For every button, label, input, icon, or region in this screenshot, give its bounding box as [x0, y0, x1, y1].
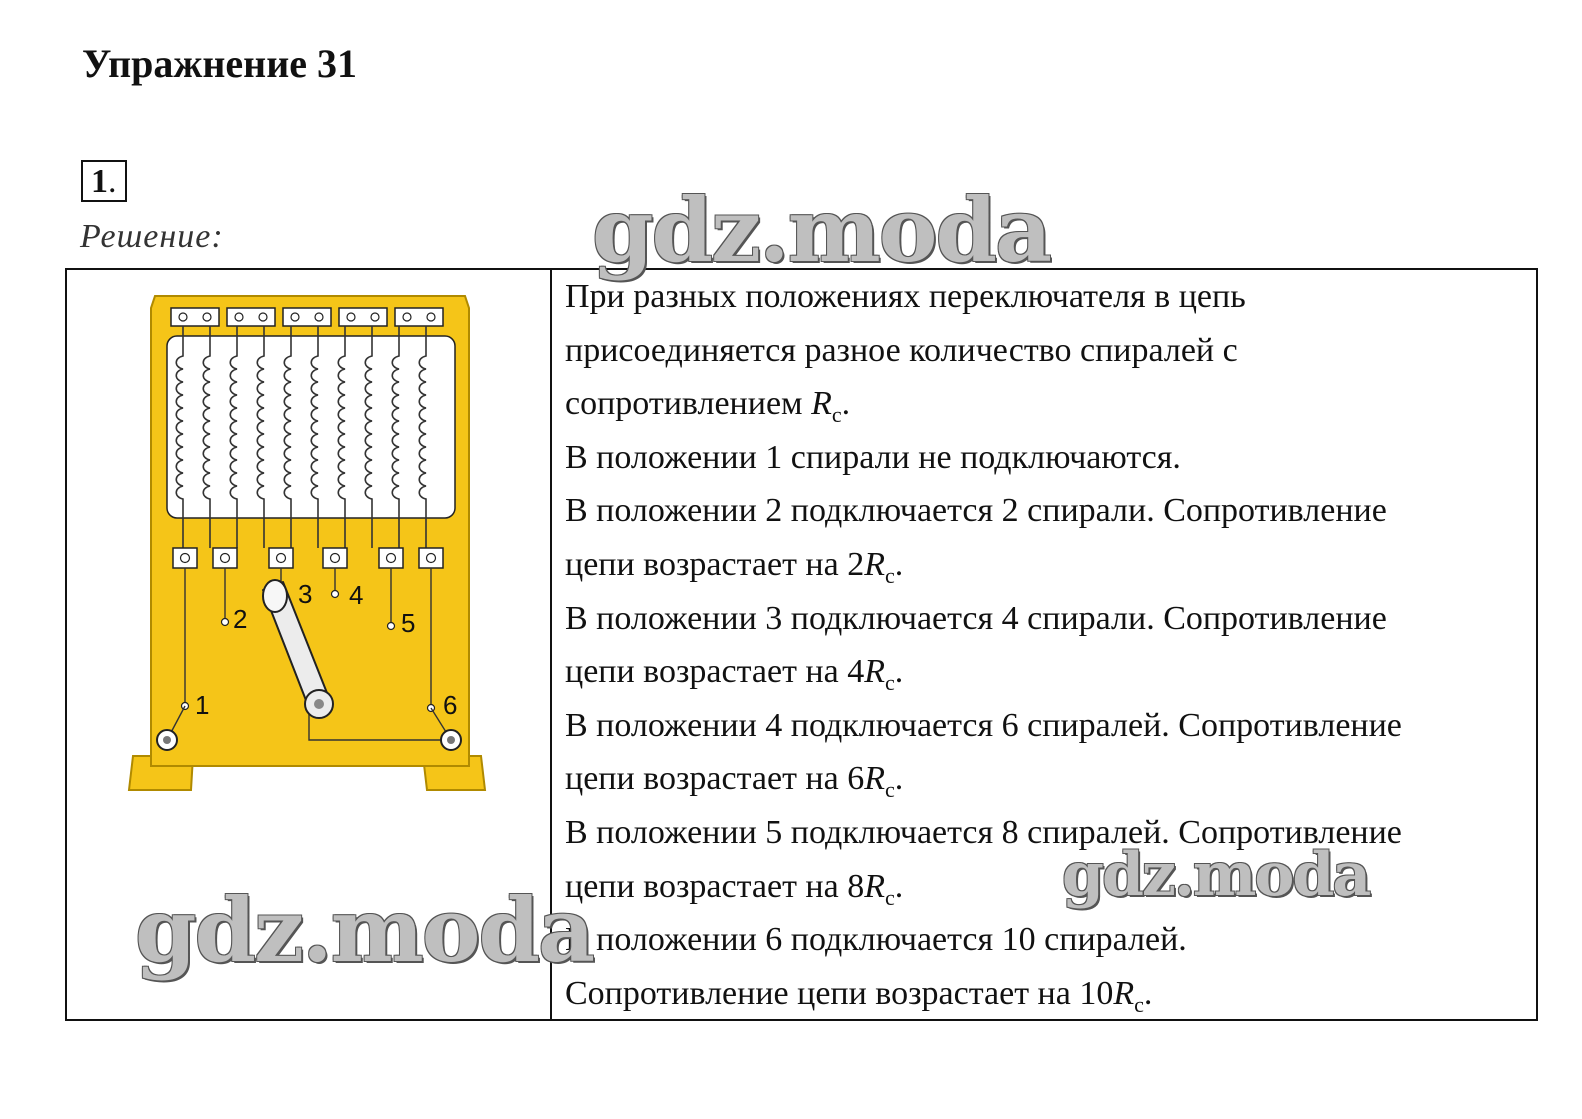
line-text: В положении 1 спирали не подключаются. — [565, 438, 1181, 476]
formula-subscript: c — [1134, 991, 1144, 1017]
terminal-screw — [259, 313, 267, 321]
solution-line — [565, 592, 1535, 646]
terminal-screw — [427, 554, 436, 563]
terminal-screw — [235, 313, 243, 321]
solution-line — [565, 860, 1535, 914]
position-label: 3 — [298, 579, 313, 609]
position-label: 1 — [195, 690, 210, 720]
formula-variable: R — [864, 545, 885, 583]
formula-coefficient: 10 — [1079, 974, 1114, 1012]
formula-coefficient: 8 — [847, 867, 865, 905]
line-text: В положении 5 подключается 8 спиралей. Сопротивление — [565, 813, 1402, 851]
top-terminal — [227, 308, 275, 326]
solution-line — [565, 806, 1535, 860]
line-text: цепи возрастает на — [565, 867, 848, 905]
terminal-screw — [371, 313, 379, 321]
line-punctuation: . — [894, 545, 904, 583]
line-text: В положении 3 подключается 4 спирали. Сопротивление — [565, 599, 1387, 637]
terminal-screw — [181, 554, 190, 563]
line-punctuation: . — [894, 653, 904, 691]
terminal-screw — [315, 313, 323, 321]
lever-handle — [263, 580, 287, 612]
page-title: Упражнение 31 — [82, 41, 358, 86]
position-label: 4 — [349, 580, 364, 610]
formula-subscript: c — [831, 402, 842, 428]
task-number-box — [81, 160, 127, 202]
rheostat-figure — [83, 278, 523, 818]
task-number-dot: . — [108, 163, 117, 200]
formula-variable: R — [864, 653, 885, 691]
top-terminal — [171, 308, 219, 326]
solution-line — [565, 645, 1535, 699]
line-text: При разных положениях переключателя в цепь — [565, 278, 1246, 315]
line-text: В положении 4 подключается 6 спиралей. Сопротивление — [565, 706, 1402, 744]
solution-line — [565, 484, 1535, 538]
task-number: 1 — [91, 163, 108, 200]
line-text: В положении 2 подключается 2 спирали. Сопротивление — [565, 492, 1387, 530]
formula-variable: R — [864, 867, 885, 905]
terminal-screw — [331, 554, 340, 563]
solution-line — [565, 377, 1535, 431]
line-text: Сопротивление цепи возрастает на — [565, 974, 1080, 1012]
terminal-screw — [221, 554, 230, 563]
contact-point — [388, 623, 395, 630]
formula-subscript: c — [885, 670, 895, 696]
solution-line — [565, 538, 1535, 592]
formula-coefficient: 6 — [847, 760, 865, 798]
top-terminal — [339, 308, 387, 326]
line-punctuation: . — [841, 385, 851, 423]
terminal-screw — [203, 313, 211, 321]
formula-variable: R — [811, 385, 832, 423]
watermark: gdz.moda — [135, 878, 594, 982]
watermark: gdz.moda — [592, 178, 1051, 282]
solution-line — [565, 913, 1535, 967]
solution-line — [565, 324, 1535, 378]
position-label: 2 — [233, 604, 248, 634]
line-punctuation: . — [894, 867, 904, 905]
terminal-screw — [387, 554, 396, 563]
contact-point — [332, 591, 339, 598]
terminal-screw — [403, 313, 411, 321]
top-terminal — [283, 308, 331, 326]
solution-line — [565, 752, 1535, 806]
formula-subscript: c — [885, 777, 895, 803]
formula-subscript: c — [885, 884, 895, 910]
solution-line — [565, 699, 1535, 753]
solution-line — [565, 431, 1535, 485]
binding-post-center — [447, 736, 455, 744]
position-label: 6 — [443, 690, 458, 720]
lever-pivot-center — [314, 699, 324, 709]
binding-post-center — [163, 736, 171, 744]
position-label: 5 — [401, 608, 416, 638]
line-text: присоединяется разное количество спиралей с — [565, 331, 1238, 369]
formula-subscript: c — [885, 562, 895, 588]
line-text: цепи возрастает на — [565, 545, 848, 583]
solution-label: Решение: — [80, 218, 224, 255]
line-text: цепи возрастает на — [565, 653, 848, 691]
terminal-screw — [277, 554, 286, 563]
line-punctuation: . — [1143, 974, 1153, 1012]
terminal-screw — [427, 313, 435, 321]
top-terminal — [395, 308, 443, 326]
contact-point — [222, 619, 229, 626]
terminal-screw — [347, 313, 355, 321]
line-text: В положении 6 подключается 10 спиралей. — [565, 921, 1187, 959]
formula-variable: R — [864, 760, 885, 798]
terminal-screw — [179, 313, 187, 321]
solution-line — [565, 967, 1535, 1021]
line-punctuation: . — [894, 760, 904, 798]
watermark: gdz.moda — [1062, 840, 1370, 910]
formula-coefficient: 4 — [847, 653, 865, 691]
line-text: сопротивлением — [565, 385, 812, 423]
formula-coefficient: 2 — [847, 545, 865, 583]
line-text: цепи возрастает на — [565, 760, 848, 798]
terminal-screw — [291, 313, 299, 321]
solution-text — [565, 270, 1535, 1020]
formula-variable: R — [1113, 974, 1135, 1012]
